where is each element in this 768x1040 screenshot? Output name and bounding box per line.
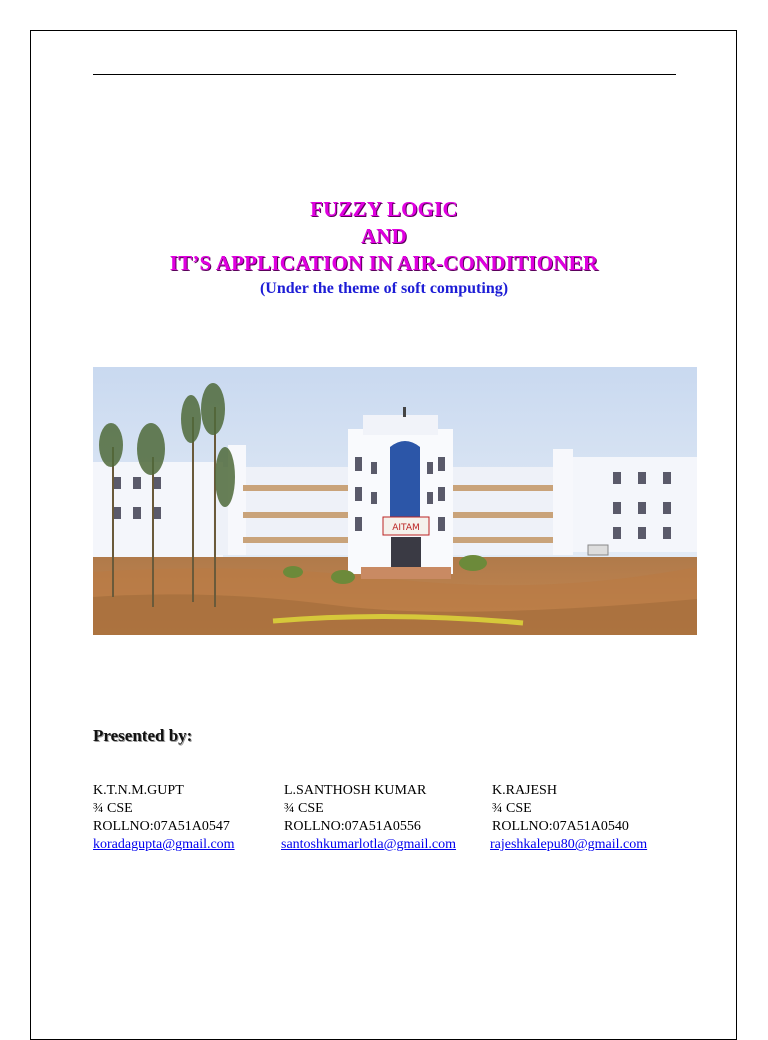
presenter-name: L.SANTHOSH KUMAR (284, 783, 427, 798)
presenter-2 (281, 782, 457, 854)
title-block (0, 196, 768, 300)
presenter-email-link[interactable]: rajeshkalepu80@gmail.com (490, 837, 648, 852)
presenter-year-branch: ¾ CSE (492, 801, 532, 816)
presented-by-label: Presented by: (93, 726, 193, 745)
presenter-name: K.T.N.M.GUPT (93, 783, 184, 798)
presenter-roll: ROLLNO:07A51A0547 (93, 819, 230, 834)
title-line-2: AND (360, 224, 408, 248)
college-building-photo (93, 367, 697, 635)
presenter-roll: ROLLNO:07A51A0540 (492, 819, 629, 834)
presenter-1 (93, 782, 235, 854)
subtitle: (Under the theme of soft computing) (259, 280, 509, 297)
presenter-year-branch: ¾ CSE (284, 801, 324, 816)
presenter-roll: ROLLNO:07A51A0556 (284, 819, 421, 834)
presenter-year-branch: ¾ CSE (93, 801, 133, 816)
presenter-3 (492, 782, 647, 854)
presenter-email-link[interactable]: koradagupta@gmail.com (93, 837, 235, 852)
presenter-name: K.RAJESH (492, 783, 557, 798)
header-rule (93, 74, 676, 75)
title-line-3: IT’S APPLICATION IN AIR-CONDITIONER (169, 251, 599, 275)
presenter-email-link[interactable]: santoshkumarlotla@gmail.com (281, 837, 457, 852)
building-sign: AITAM (392, 523, 420, 533)
title-line-1: FUZZY LOGIC (310, 197, 458, 221)
